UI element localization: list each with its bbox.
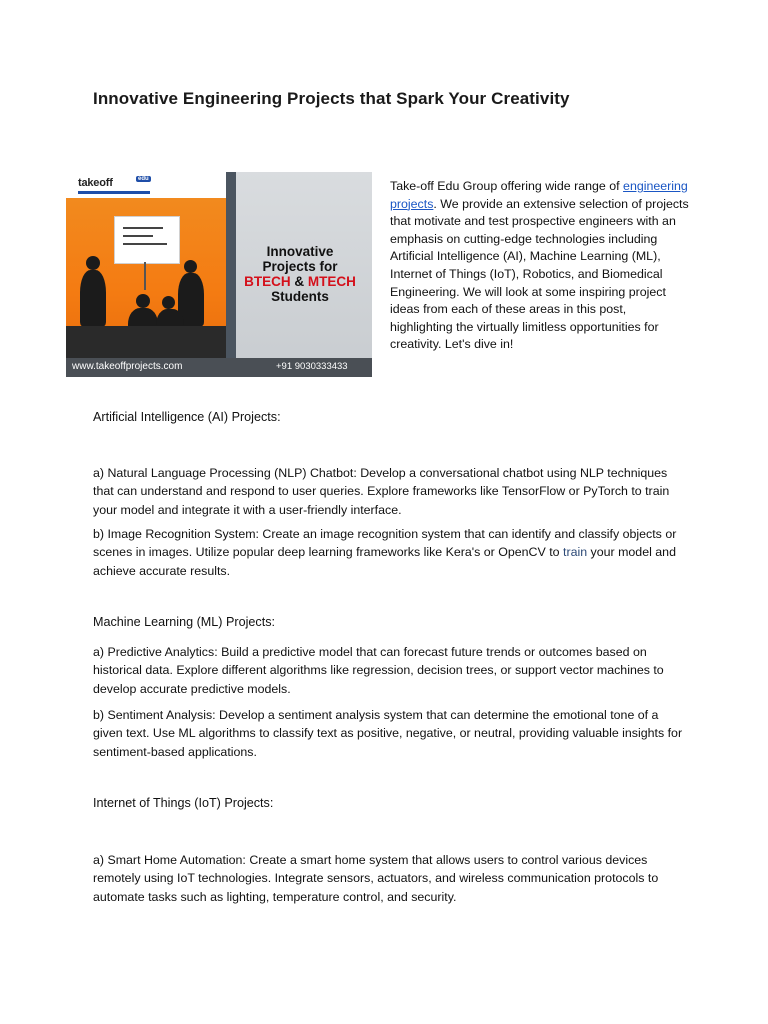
person-head-icon bbox=[136, 294, 150, 308]
page-title: Innovative Engineering Projects that Spark Your Creativity bbox=[93, 89, 570, 108]
banner-headline-line3 bbox=[230, 274, 370, 289]
banner-headline-line1: Innovative bbox=[266, 244, 334, 259]
ml-section-heading: Machine Learning (ML) Projects: bbox=[93, 615, 275, 629]
banner-headline-btech: BTECH bbox=[244, 274, 291, 289]
banner-url: www.takeoffprojects.com bbox=[72, 361, 183, 372]
person-head-icon bbox=[162, 296, 175, 309]
logo-underline bbox=[78, 191, 150, 194]
banner-left-panel bbox=[66, 172, 234, 377]
banner-headline-line2: Projects for bbox=[262, 259, 338, 274]
table-shape bbox=[66, 326, 234, 358]
ml-item-b: b) Sentiment Analysis: Develop a sentiment analysis system that can determine the emotional tone of a given text. Use ML algorithms to classify text as positive, negative, or neutral, providing valuable insights for sentiment-based applications. bbox=[93, 708, 683, 759]
ai-item-b bbox=[93, 525, 683, 580]
person-head-icon bbox=[184, 260, 197, 273]
banner-headline-mtech: MTECH bbox=[307, 274, 356, 289]
ml-item-a: a) Predictive Analytics: Build a predictive model that can forecast future trends or outcomes based on historical data. Explore different algorithms like regression, decision trees, or support vector machines to develop accurate predictive models. bbox=[93, 645, 664, 696]
engineering-projects-link[interactable]: engineering projects bbox=[390, 179, 688, 211]
banner-headline-line4: Students bbox=[271, 289, 329, 304]
ai-section-heading: Artificial Intelligence (AI) Projects: bbox=[93, 410, 281, 424]
whiteboard-stand bbox=[144, 262, 146, 290]
ai-item-a: a) Natural Language Processing (NLP) Chatbot: Develop a conversational chatbot using NLP techniques that can understand and respond to user queries. Explore frameworks like TensorFlow or PyTorch to train your model and integrate it with a user-friendly interface. bbox=[93, 466, 670, 517]
banner-phone: +91 9030333433 bbox=[276, 361, 348, 372]
logo-text: takeoff bbox=[78, 177, 113, 189]
banner-headline-amp: & bbox=[294, 274, 305, 289]
train-link[interactable]: train bbox=[563, 545, 588, 560]
iot-item-a: a) Smart Home Automation: Create a smart home system that allows users to control various devices remotely using IoT technologies. Integrate sensors, actuators, and wireless communication protocols to automate tasks such as lighting, temperature control, and security. bbox=[93, 853, 659, 904]
iot-section-heading: Internet of Things (IoT) Projects: bbox=[93, 796, 274, 810]
person-silhouette-icon bbox=[80, 270, 106, 326]
takeoff-logo bbox=[74, 176, 152, 198]
ai-item-b-text-end: your model and achieve accurate results. bbox=[93, 545, 676, 578]
logo-badge: edu bbox=[138, 176, 149, 182]
whiteboard-icon bbox=[114, 216, 180, 264]
meeting-illustration bbox=[66, 198, 234, 358]
ai-item-b-text: b) Image Recognition System: Create an image recognition system that can identify and classify objects or scenes in images. Utilize popular deep learning frameworks like Kera's or OpenCV to bbox=[93, 527, 677, 560]
intro-text-rest: . We provide an extensive selection of projects that motivate and test prospective engineers with an emphasis on cutting-edge technologies including Artificial Intelligence (AI), Machine Learning (ML), Internet of Things (IoT), Robotics, and Biomedical Engineering. We will look at some inspiring project ideas from each of these areas in this post, highlighting the virtually limitless opportunities for creativity. Let's dive in! bbox=[390, 196, 689, 352]
intro-paragraph bbox=[390, 178, 690, 354]
intro-text-start: Take-off Edu Group offering wide range of bbox=[390, 179, 624, 193]
banner-headline bbox=[230, 244, 370, 304]
promo-banner-image bbox=[66, 172, 372, 377]
person-head-icon bbox=[86, 256, 100, 270]
